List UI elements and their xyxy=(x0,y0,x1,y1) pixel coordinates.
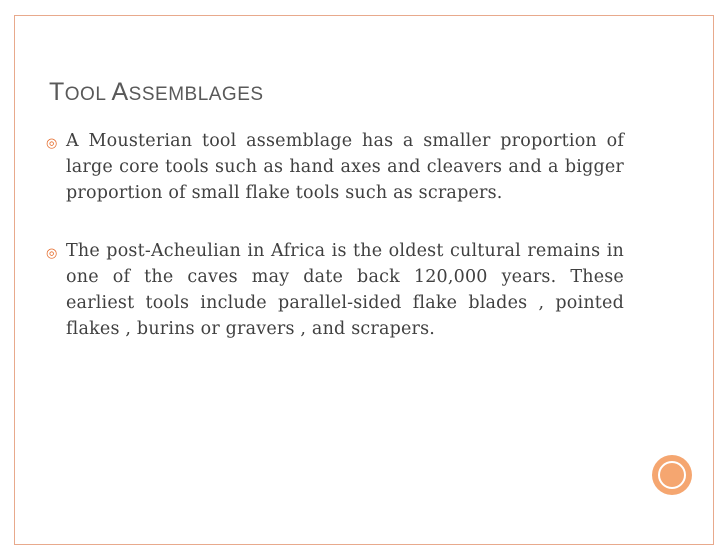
bullet-item xyxy=(46,238,624,342)
bullet-diamond-icon: ◎ xyxy=(46,136,58,151)
bullet-item xyxy=(46,128,624,206)
bullet-list xyxy=(46,128,624,374)
decorative-ring xyxy=(658,461,686,489)
bullet-diamond-icon: ◎ xyxy=(46,246,58,261)
slide-title: TOOL ASSEMBLAGES xyxy=(49,78,264,106)
bullet-text: A Mousterian tool assemblage has a smaller proportion of large core tools such as hand axes and cleavers and a bigger proportion of small flake tools such as scrapers. xyxy=(66,131,624,203)
bullet-text: The post-Acheulian in Africa is the oldest cultural remains in one of the caves may date back 120,000 years. These earliest tools include parallel-sided flake blades , pointed flakes , burins or gravers , and scrapers. xyxy=(66,241,624,339)
